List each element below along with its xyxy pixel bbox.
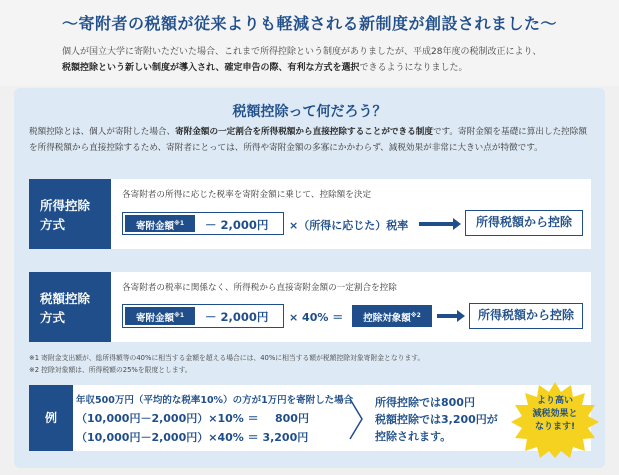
income-times: ×（所得に応じた）税率 <box>289 219 409 232</box>
example-result-line-2: 税額控除では3,200円が <box>375 413 498 426</box>
tax-credit-head-line1: 税額控除 <box>40 291 91 306</box>
tax-credit-row <box>29 272 591 342</box>
example-calc-2: （10,000円－2,000円）×40% ＝ 3,200円 <box>76 431 309 444</box>
tax-credit-head <box>29 272 111 342</box>
note-2: ※2 控除対象額は、所得税額の25%を限度とします。 <box>29 365 192 374</box>
tax-result: 所得税額から控除 <box>469 303 583 329</box>
intro-text <box>62 44 562 76</box>
note-1: ※1 寄附金支出額が、総所得額等の40%に相当する金額を超える場合には、40%に相当する額が税額控除対象寄附金となります。 <box>29 354 425 362</box>
section-text-2: です。寄附金額を基礎に算出した控除額を所得税額から直接控除するため、寄附者にとっては、所得や寄附金額の多寡にかかわらず、減税効果が非常に大きい点が特徴です。 <box>29 127 587 153</box>
badge-line-2: 減税効果と <box>532 409 578 419</box>
example-result-line-1: 所得控除では800円 <box>375 396 475 409</box>
section-text <box>29 124 592 156</box>
section-title: 税額控除って何だろう？ <box>232 104 387 120</box>
section-text-1: 税額控除とは、個人が寄附した場合、 <box>29 127 176 137</box>
example-result-line-3: 控除されます。 <box>375 430 452 443</box>
tax-times: × 40% ＝ <box>289 311 344 324</box>
notes <box>29 353 424 376</box>
tax-arrow-icon <box>437 314 459 318</box>
tax-minus: － 2,000円 <box>205 310 269 324</box>
example-result <box>375 394 498 445</box>
badge-line-1: より高い <box>536 396 573 406</box>
badge-text <box>511 395 599 434</box>
tax-donation-label <box>125 307 195 325</box>
page-title: ～寄附者の税額が従来よりも軽減される新制度が創設されました～ <box>61 14 557 33</box>
header <box>0 0 619 86</box>
tax-target-label <box>352 305 432 327</box>
intro-rest: できるようになりました。 <box>359 63 468 73</box>
intro-bold: 税額控除という新しい制度が導入され、確定申告の際、有利な方式を選択 <box>62 63 360 73</box>
income-donation-label-text: 寄附金額 <box>135 221 174 233</box>
income-deduction-desc: 各寄附者の所得に応じた税率を寄附金額に乗じて、控除額を決定 <box>122 190 372 200</box>
intro-line-1: 個人が国立大学に寄附いただいた場合、これまで所得控除という制度がありましたが、平成28年度の税制改正により、 <box>62 47 542 57</box>
income-arrow-icon <box>419 222 455 226</box>
example-calc-1: （10,000円－2,000円）×10% ＝ <box>76 412 259 425</box>
income-deduction-head-line1: 所得控除 <box>40 198 91 213</box>
badge-line-3: なります! <box>534 422 576 432</box>
chevron-right-icon <box>348 397 364 441</box>
income-donation-label <box>125 215 195 232</box>
income-minus: － 2,000円 <box>205 218 269 232</box>
tax-donation-label-text: 寄附金額 <box>135 313 174 325</box>
income-result: 所得税額から控除 <box>465 210 583 236</box>
income-deduction-row <box>29 179 591 249</box>
income-deduction-head-line2: 方式 <box>40 217 66 232</box>
section-text-bold: 寄附金額の一定割合を所得税額から直接控除することができる制度 <box>175 127 433 137</box>
tax-target-label-text: 控除対象額 <box>363 313 411 325</box>
example-box <box>29 385 591 451</box>
income-donation-note: ※1 <box>174 220 185 227</box>
tax-credit-head-line2: 方式 <box>40 310 66 325</box>
example-calc-1-result: 800円 <box>275 412 309 425</box>
tax-credit-desc: 各寄附者の税率に関係なく、所得税から直接寄附金額の一定割合を控除 <box>122 283 397 293</box>
intro-line-2 <box>62 60 562 76</box>
tax-target-note: ※2 <box>410 312 421 319</box>
tax-donation-note: ※1 <box>174 312 185 319</box>
example-condition: 年収500万円（平均的な税率10%）の方が1万円を寄附した場合 <box>76 395 354 406</box>
example-label: 例 <box>29 385 73 451</box>
income-deduction-head <box>29 179 111 249</box>
